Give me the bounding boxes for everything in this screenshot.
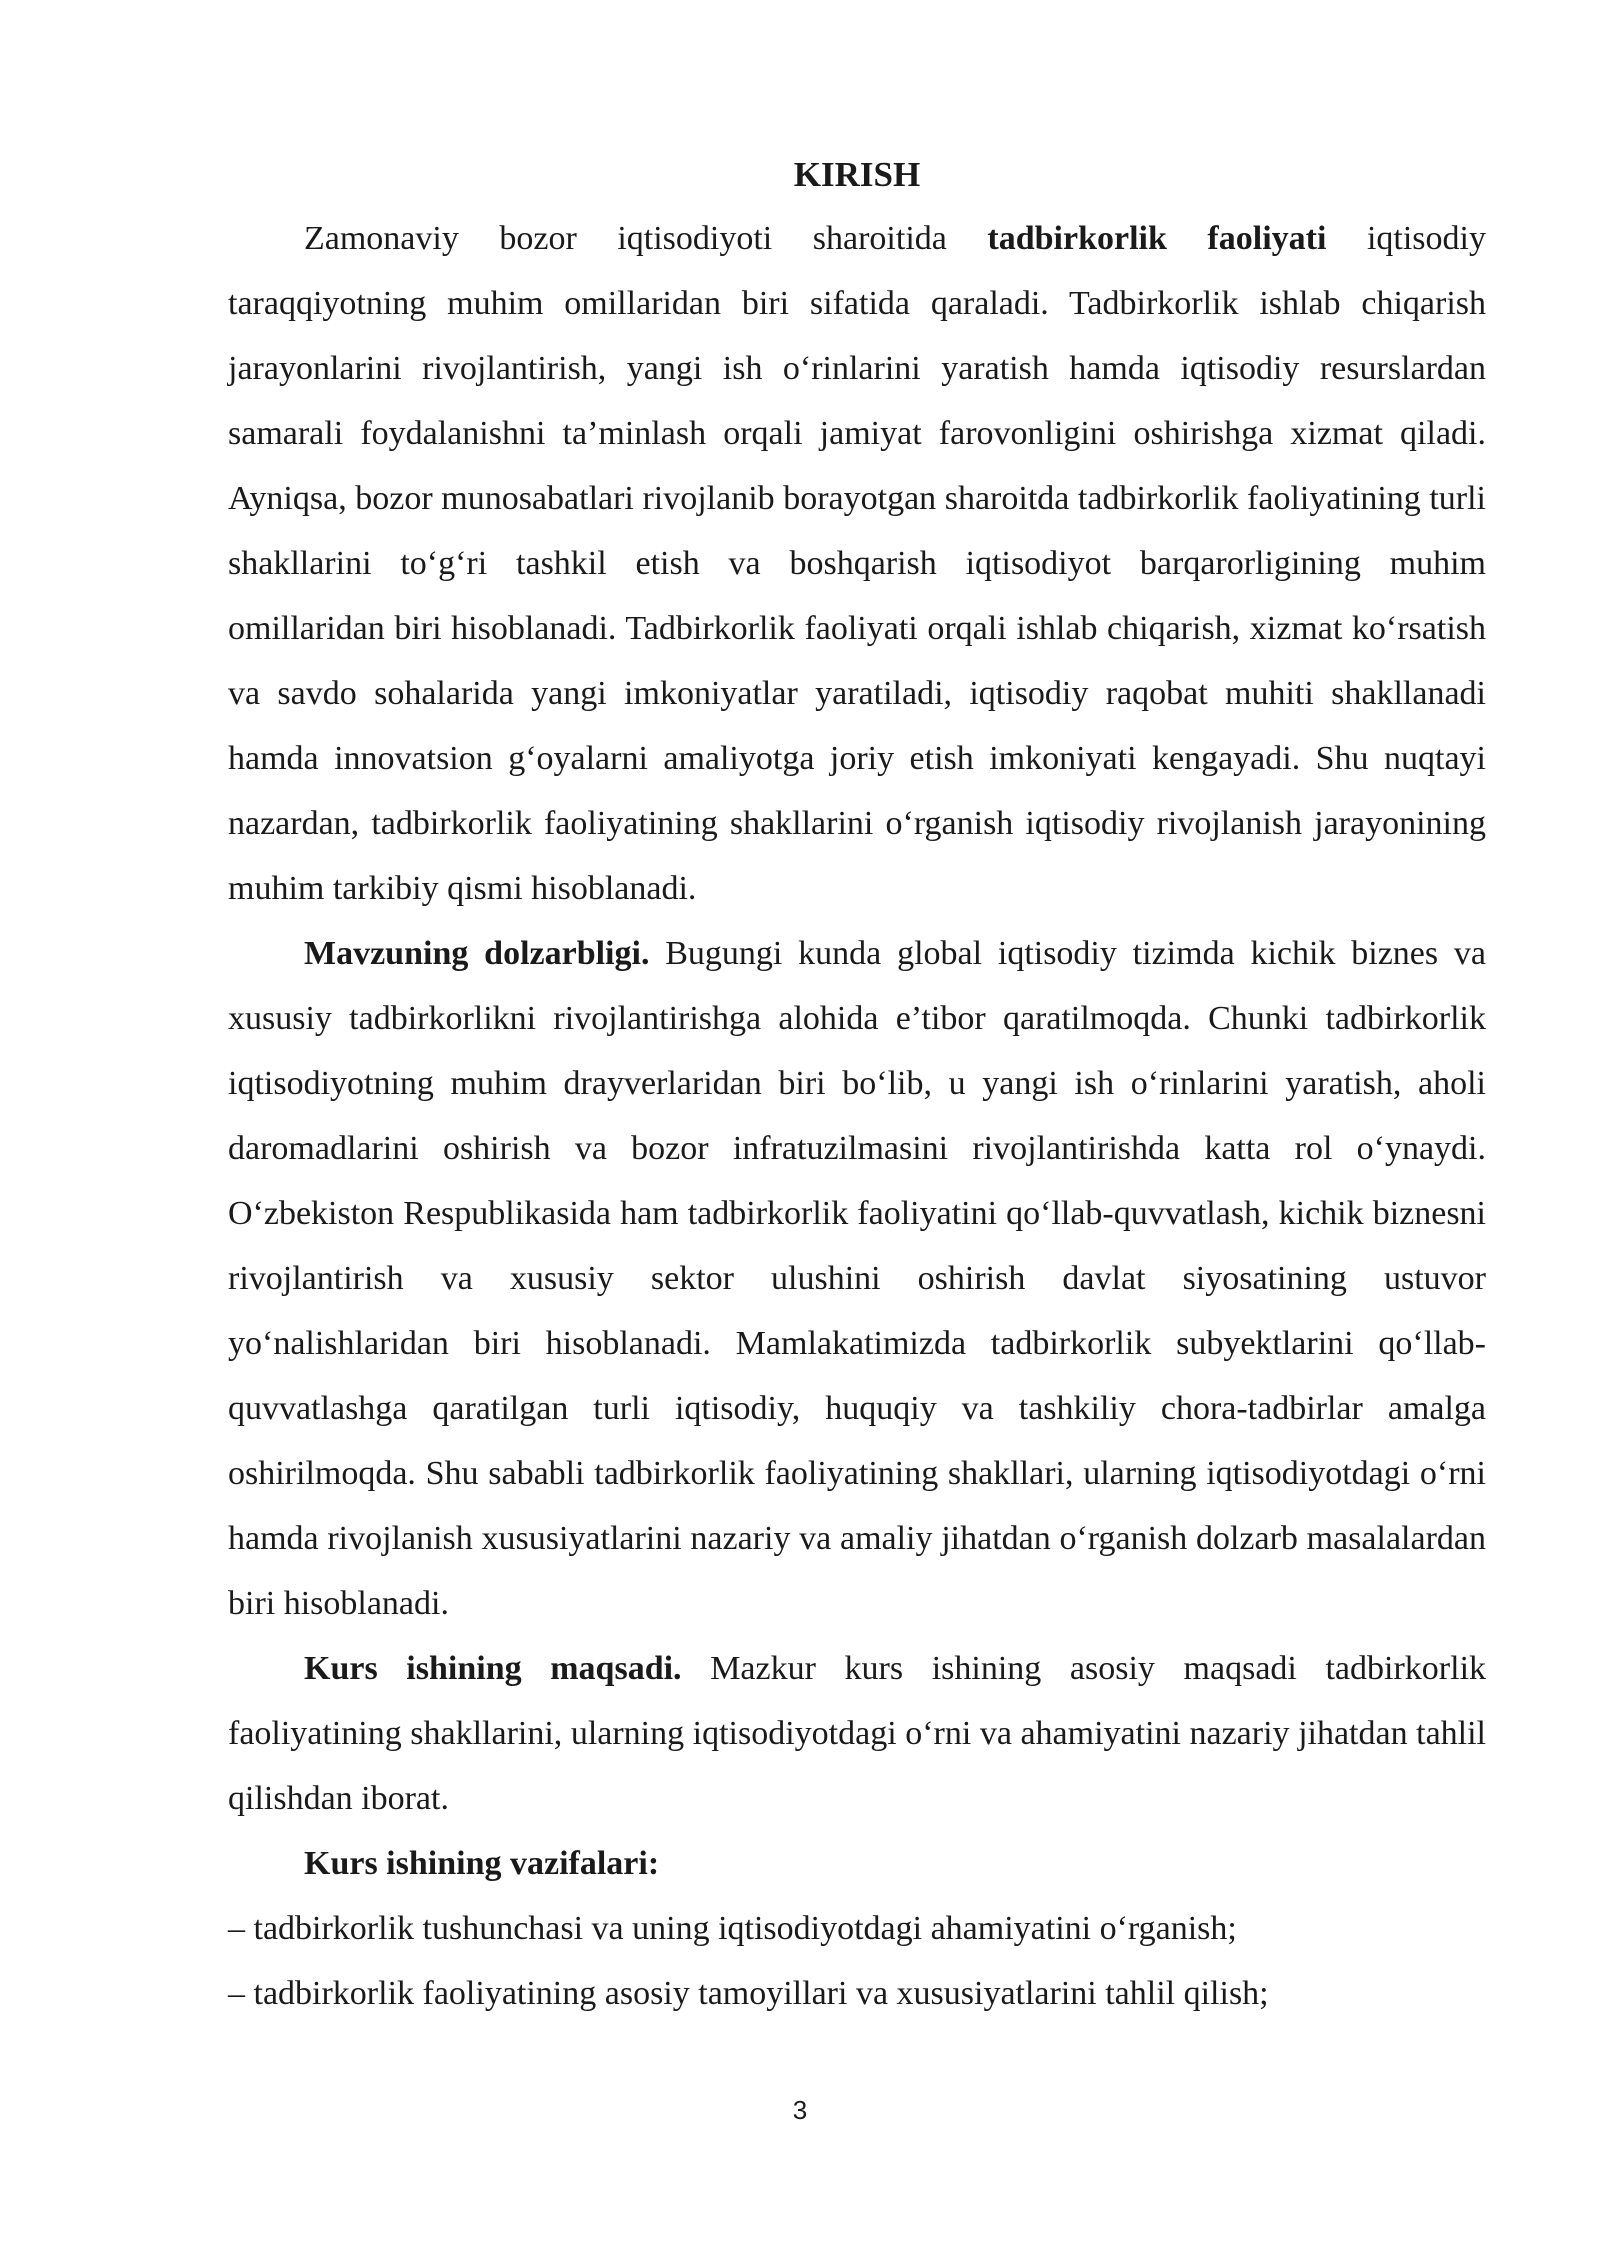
relevance-paragraph [228, 921, 1486, 1636]
section-title: KIRISH [793, 155, 921, 194]
goal-paragraph [228, 1636, 1486, 1831]
intro-text-start: Zamonaviy bozor iqtisodiyoti sharoitida [304, 220, 988, 257]
intro-paragraph [228, 206, 1486, 921]
relevance-label: Mavzuning dolzarbligi. [304, 935, 650, 972]
relevance-text: Bugungi kunda global iqtisodiy tizimda kichik biznes va xususiy tadbirkorlikni rivojlantirishga alohida e’tibor qaratilmoqda. Chunki tadbirkorlik iqtisodiyotning muhim drayverlaridan biri bo‘lib, u yangi ish o‘rinlarini yaratish, aholi daromadlarini oshirish va bozor infratuzilmasini rivojlantirishda katta rol o‘ynaydi. O‘zbekiston Respublikasida ham tadbirkorlik faoliyatini qo‘llab-quvvatlash, kichik biznesni rivojlantirish va xususiy sektor ulushini oshirish davlat siyosatining ustuvor yo‘nalishlaridan biri hisoblanadi. Mamlakatimizda tadbirkorlik subyektlarini qo‘llab-quvvatlashga qaratilgan turli iqtisodiy, huquqiy va tashkiliy chora-tadbirlar amalga oshirilmoqda. Shu sababli tadbirkorlik faoliyatining shakllari, ularning iqtisodiyotdagi o‘rni hamda rivojlanish xususiyatlarini nazariy va amaliy jihatdan o‘rganish dolzarb masalalardan biri hisoblanadi. [228, 935, 1486, 1622]
tasks-list [228, 1896, 1486, 2026]
document-page [228, 150, 1486, 2026]
page-number: 3 [792, 2095, 808, 2125]
goal-text: Mazkur kurs ishining asosiy maqsadi tadbirkorlik faoliyatining shakllarini, ularning iqtisodiyotdagi o‘rni va ahamiyatini nazariy jihatdan tahlil qilishdan iborat. [228, 1650, 1487, 1817]
intro-bold-term: tadbirkorlik faoliyati [987, 220, 1327, 257]
goal-label: Kurs ishining maqsadi. [304, 1650, 682, 1687]
tasks-heading: Kurs ishining vazifalari: [304, 1845, 660, 1882]
list-item: – tadbirkorlik faoliyatining asosiy tamoyillari va xususiyatlarini tahlil qilish; [228, 1975, 1269, 2012]
intro-text-rest: iqtisodiy taraqqiyotning muhim omillaridan biri sifatida qaraladi. Tadbirkorlik ishlab chiqarish jarayonlarini rivojlantirish, yangi ish o‘rinlarini yaratish hamda iqtisodiy resurslardan samarali foydalanishni ta’minlash orqali jamiyat farovonligini oshirishga xizmat qiladi. Ayniqsa, bozor munosabatlari rivojlanib borayotgan sharoitda tadbirkorlik faoliyatining turli shakllarini to‘g‘ri tashkil etish va boshqarish iqtisodiyot barqarorligining muhim omillaridan biri hisoblanadi. Tadbirkorlik faoliyati orqali ishlab chiqarish, xizmat ko‘rsatish va savdo sohalarida yangi imkoniyatlar yaratiladi, iqtisodiy raqobat muhiti shakllanadi hamda innovatsion g‘oyalarni amaliyotga joriy etish imkoniyati kengayadi. Shu nuqtayi nazardan, tadbirkorlik faoliyatining shakllarini o‘rganish iqtisodiy rivojlanish jarayonining muhim tarkibiy qismi hisoblanadi. [228, 220, 1486, 907]
list-item: – tadbirkorlik tushunchasi va uning iqtisodiyotdagi ahamiyatini o‘rganish; [228, 1910, 1237, 1947]
